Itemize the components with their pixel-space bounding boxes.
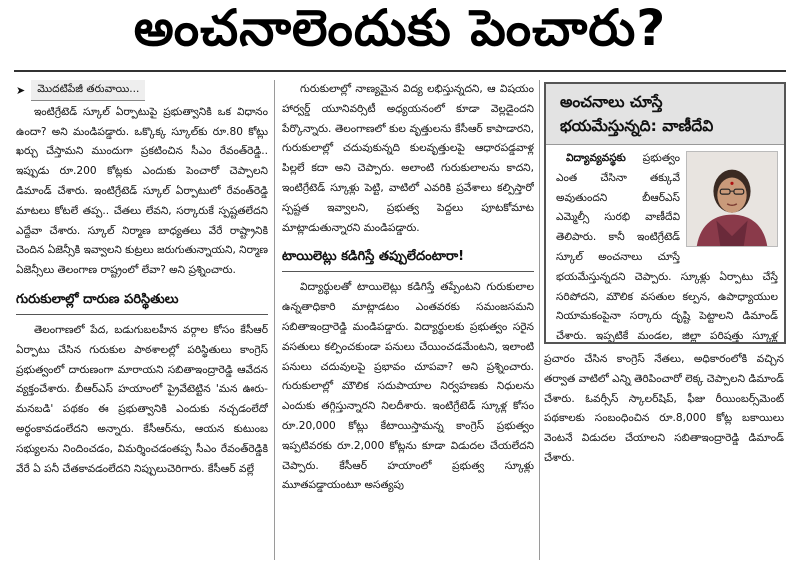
article-column-3 [544,350,784,560]
subheading: గురుకులాల్లో దారుణ పరిస్థితులు [16,289,268,315]
headline-rule [14,70,786,72]
paragraph: ఇంటిగ్రేటెడ్‌ స్కూల్‌ ఏర్పాటుపై ప్రభుత్వానికి ఒక విధానం ఉందా? అని మండిపడ్డారు. ఒక్కొక్క స్కూల్‌కు రూ.80 కోట్లు ఖర్చు చేస్తామని ముందుగా ప్రకటించిన సీఎం రేవంత్‌రెడ్డి.. ఇప్పుడు రూ.200 కోట్లకు ఎందుకు పెంచారో చెప్పాలని డిమాండ్‌ చేశారు. ఇంటిగ్రేటెడ్‌ స్కూల్‌ ఏర్పాటులో రేవంత్‌రెడ్డి మాటలు కోటలే తప్ప.. చేతలు లేవని, సర్కారుకే స్పష్టతలేదని ఎద్దేవా చేశారు. స్కూల్‌ నిర్మాణ బాధ్యతలు వేరే రాష్ట్రానికి చెందిన ఏజెన్సీకి ఇవ్వాలని కుట్రలు జరుగుతున్నాయని, నిర్మాణ ఏజెన్సీలు తెలంగాణ రాష్ట్రంలో లేవా? అని ప్రశ్నించారు. [16,105,268,277]
paragraph: తెలంగాణలో పేద, బడుగుబలహీన వర్గాల కోసం కేసీఆర్‌ ఏర్పాటు చేసిన గురుకుల పాఠశాలల్లో పరిస్థితులు కాంగ్రెస్‌ ప్రభుత్వంలో దారుణంగా మారాయని సబితాఇంద్రారెడ్డి ఆవేదన వ్యక్తంచేశారు. బీఆర్‌ఎస్‌ హయాంలో ప్రైవేటెట్టిన 'మన ఊరు-మనబడి' పథకం ఈ ప్రభుత్వానికి ఎందుకు నచ్చడంలేదో అర్థంకావడంలేదని అన్నారు. కేసీఆర్‌ను, ఆయన కుటుంబ సభ్యులను నిందించడం, విమర్శించడంతప్ప సీఎం రేవంత్‌రెడ్డికి వేరే ఏ పనీ చేతకావడంలేదని నిప్పులుచెరిగారు. కేసీఆర్‌ వల్లే [16,323,268,475]
paragraph: ప్రచారం చేసిన కాంగ్రెస్‌ నేతలు, అధికారంలోకి వచ్చిన తర్వాత వాటిలో ఎన్ని తెరిపించారో లెక్క చెప్పాలని డిమాండ్‌ చేశారు. ఓవర్సీస్‌ స్కాలర్‌షిప్‌, ఫీజు రీయింబర్స్‌మెంట్‌ పథకాలకు సంబంధించిన రూ.8,000 కోట్ల బకాయిలు వెంటనే విడుదల చేయాలని సబితాఇంద్రారెడ్డి డిమాండ్‌ చేశారు. [544,353,784,464]
column-divider [539,80,540,560]
column-divider [274,80,275,560]
subheading: టాయిలెట్లు కడిగిస్తే తప్పులేదంటారా! [282,246,534,272]
article-column-1 [16,80,268,560]
sidebar-kicker: విద్యావ్యవస్థకు [566,152,626,164]
paragraph: గురుకులాల్లో నాణ్యమైన విద్య లభిస్తున్నదని, ఆ విషయం హార్వర్డ్‌ యూనివర్సిటీ అధ్యయనంలో కూడా వెల్లడైందని పేర్కొన్నారు. తెలంగాణలో కుల వృత్తులను కేసీఆర్‌ కాపాడారని, గురుకులాల్లో చదువుకున్నది కులవృత్తులపై ఆధారపడ్డవాళ్ల పిల్లలే కదా అని చెప్పారు. అలాంటి గురుకులాలను కాదని, ఇంటిగ్రేటెడ్‌ స్కూళ్లు పెట్టి, వాటిలో ఎవరికి ప్రవేశాలు కల్పిస్తారో స్పష్టత ఇవ్వాలని, ప్రభుత్వ పెద్దలు పూటకోమాట మాట్లాడుతున్నారని మండిపడ్డారు. [282,83,534,234]
headline: అంచనాలెందుకు పెంచారు? [133,2,667,57]
sidebar-title-line: భయమేస్తున్నది: వాణీదేవి [560,117,714,135]
sidebar-body [546,145,784,344]
continued-label: మొదటిపేజీ తరువాయి... [31,80,145,101]
arrow-right-icon: ➤ [16,83,26,97]
sidebar-text: ప్రభుత్వం ఎంత చేసినా తక్కువే అవుతుందని బీఆర్‌ఎస్‌ ఎమ్మెల్సీ సురభి వాణీదేవి తెలిపారు. కానీ ఇంటిగ్రేటెడ్‌ స్కూల్‌ అంచనాలు చూస్తే భయమేస్తున్నదని చెప్పారు. స్కూళ్లు ఏర్పాటు చేస్తే సరిపోదని, మౌలిక వసతుల కల్పన, ఉపాధ్యాయుల నియామకంపైనా సర్కారు దృష్టి పెట్టాలని డిమాండ్‌ చేశారు. ఇప్పటికే మండల, జిల్లా పరిషత్తు స్కూళ్ల [556,152,778,343]
portrait-photo [686,151,778,247]
portrait-icon [687,152,777,246]
paragraph: విద్యార్థులతో టాయిలెట్లు కడిగిస్తే తప్పేంటని గురుకులాల ఉన్నతాధికారి మాట్లాడటం ఎంతవరకు సమంజసమని సబితాఇంద్రారెడ్డి మండిపడ్డారు. విద్యార్థులకు ప్రభుత్వం సరైన వసతులు కల్పించకుండా పనులు చేయించడమేంటని, ఇలాంటి పనులు చదువులపై ప్రభావం చూపవా? అని ప్రశ్నించారు. గురుకులాల్లో మౌలిక సదుపాయాల నిర్వహణకు నిధులను ఎందుకు తగ్గిస్తున్నారని నిలదీశారు. ఇంటిగ్రేటెడ్‌ స్కూళ్ల కోసం రూ.20,000 కోట్లు కేటాయిస్తామన్న కాంగ్రెస్‌ ప్రభుత్వం ఇప్పటివరకు రూ.2,000 కోట్లను కూడా విడుదల చేయలేదని చెప్పారు. కేసీఆర్‌ హయాంలో ప్రభుత్వ స్కూళ్లు మూతపడ్డాయంటూ అసత్యపు [282,281,534,492]
sidebar-title [546,84,784,145]
article-column-2 [282,80,534,560]
sidebar-title-line: అంచనాలు చూస్తే [560,93,663,111]
continued-label-row [16,80,268,101]
sidebar-box [544,82,786,344]
